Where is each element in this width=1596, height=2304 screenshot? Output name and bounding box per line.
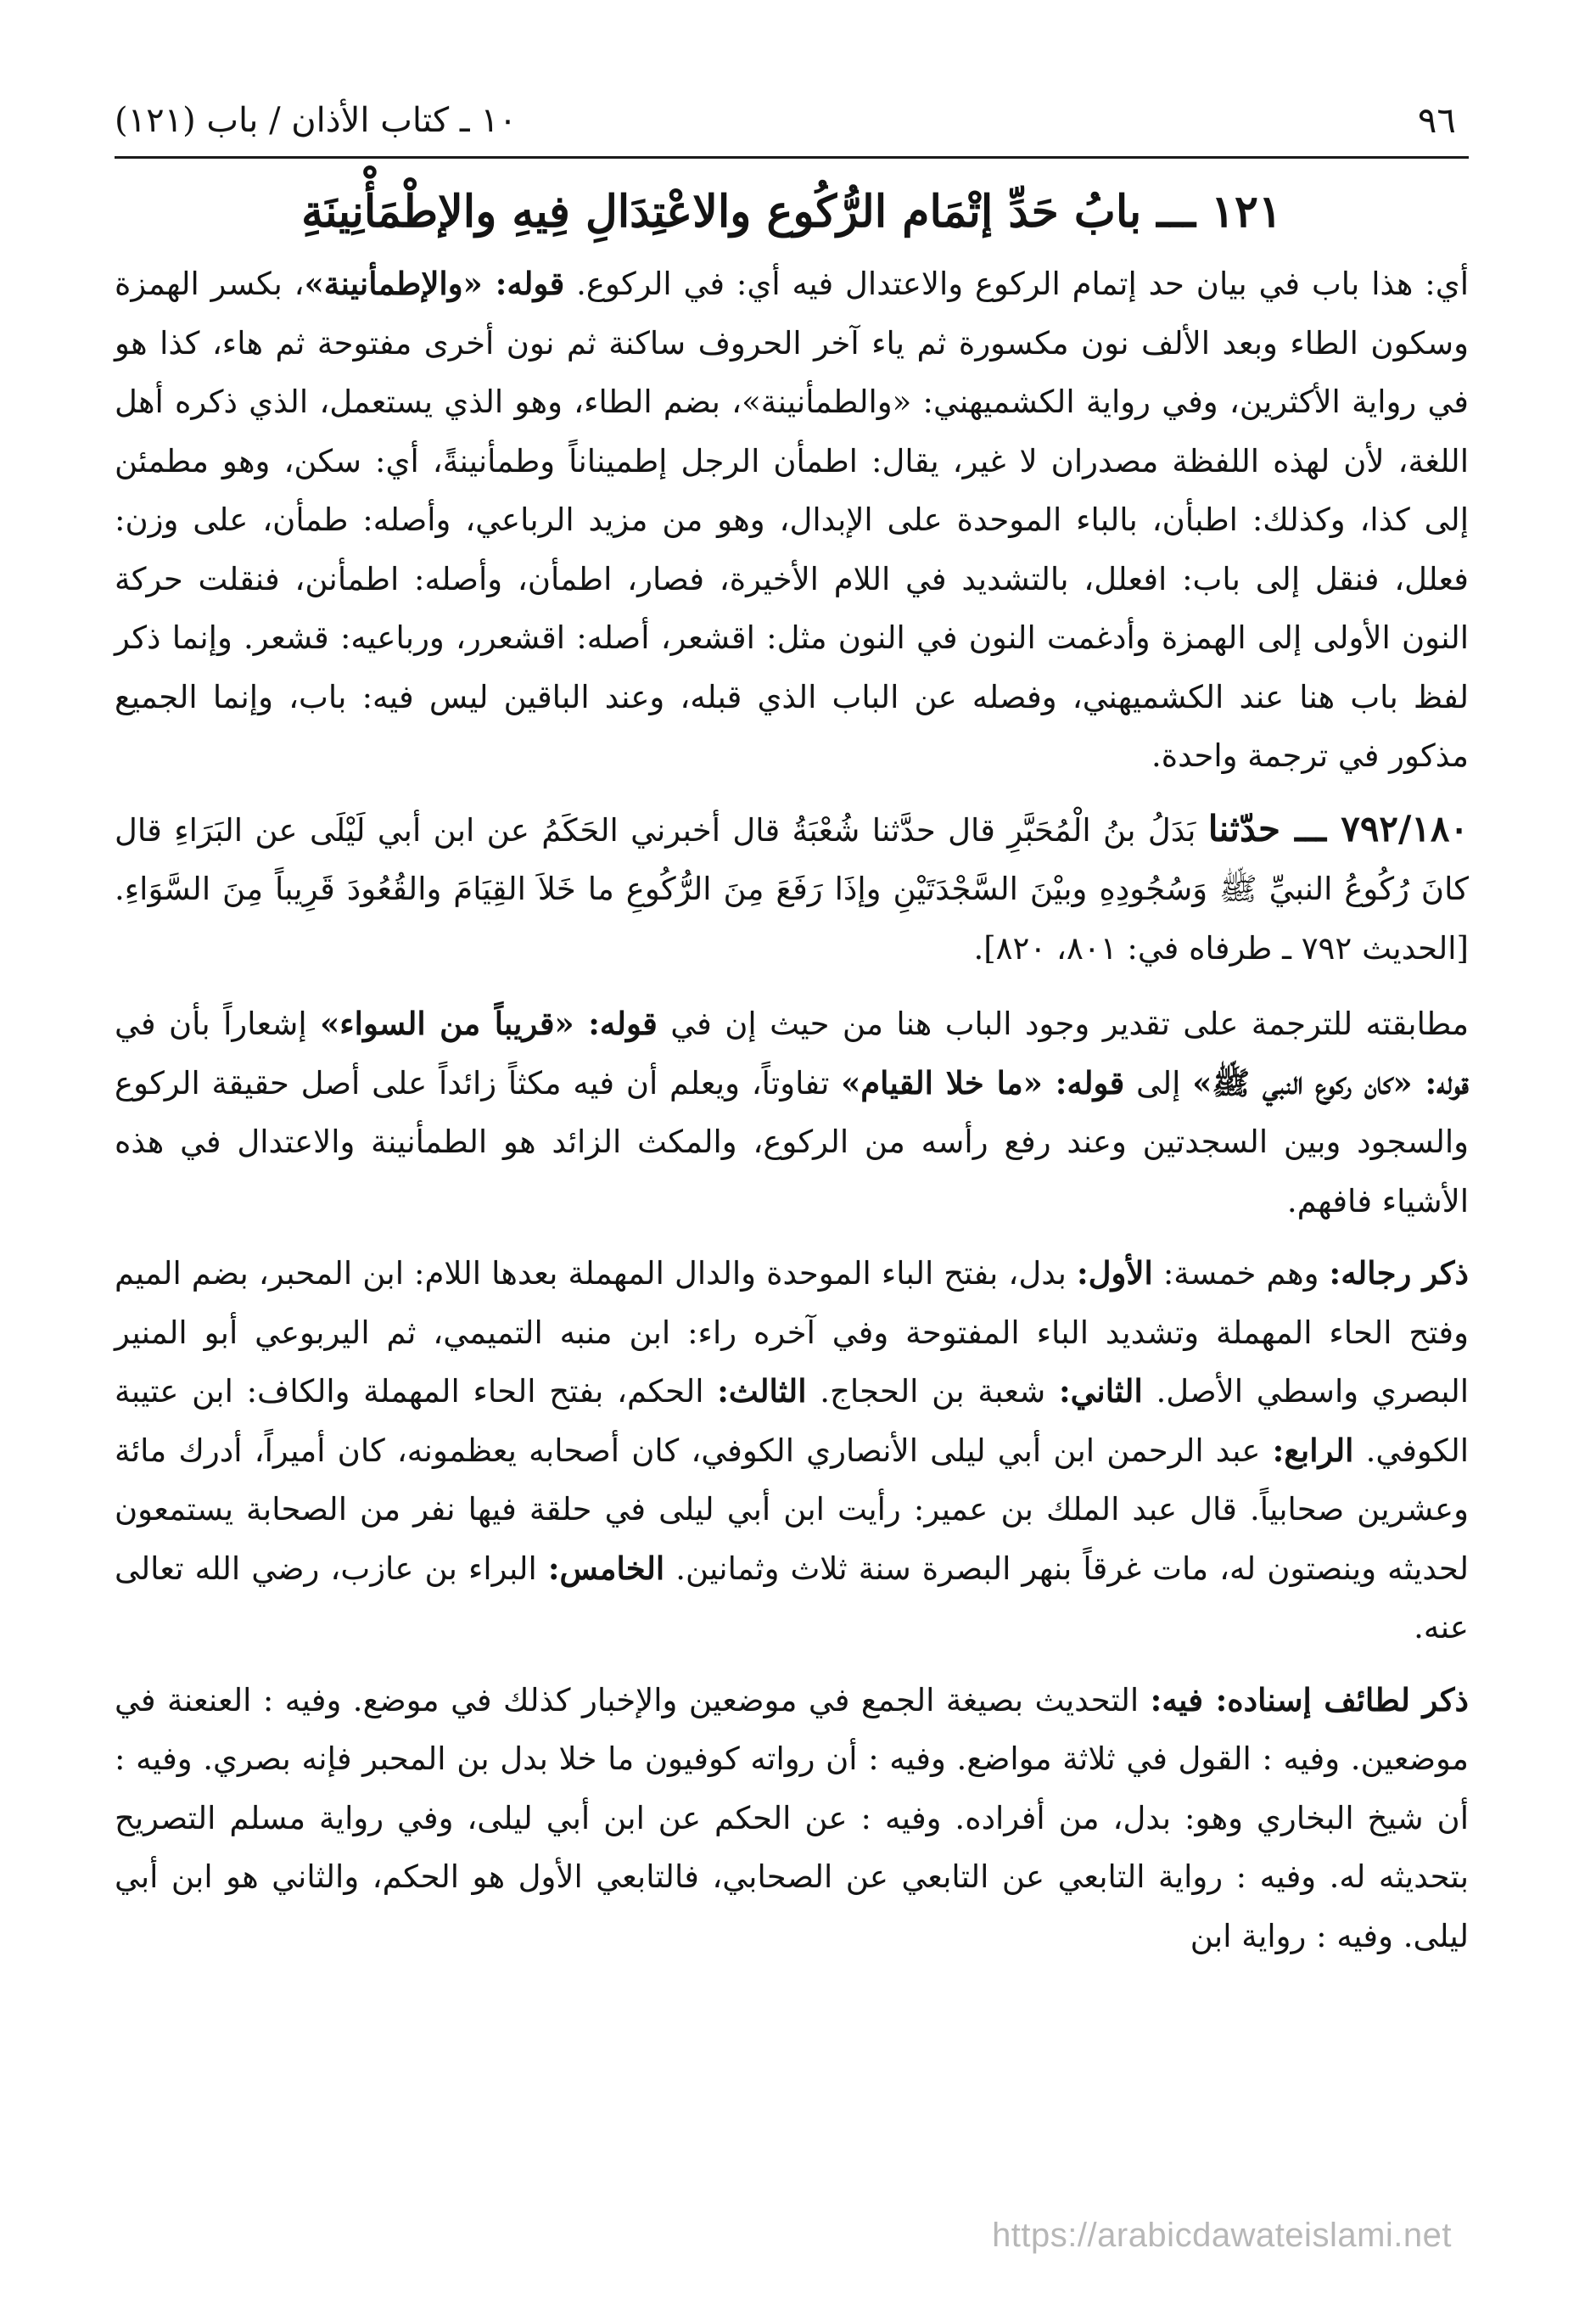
- running-header: [115, 95, 1456, 146]
- keyword-fifth: الخامس:: [547, 1549, 665, 1587]
- keyword-fih: فيه:: [1150, 1680, 1216, 1718]
- keyword-quote: قوله: «قريباً من السواء»: [320, 1005, 658, 1042]
- watermark-url: https://arabicdawateislami.net: [992, 2217, 1452, 2254]
- isnad-paragraph: [115, 1671, 1469, 1966]
- narrators-text: الحكم، بفتح الحاء المهملة والكاف: ابن عتيبة الكوفي.: [115, 1373, 1469, 1469]
- hadith-number: ٧٩٢/١٨٠: [1341, 807, 1469, 849]
- commentary-text: مطابقته للترجمة على تقدير وجود الباب هنا من حيث إن في: [657, 1006, 1470, 1042]
- keyword-quote: قوله: «ما خلا القيام»: [841, 1063, 1125, 1102]
- keyword-third: الثالث:: [717, 1372, 807, 1410]
- keyword-second: الثاني:: [1058, 1372, 1143, 1410]
- commentary-text: إشعاراً بأن في: [115, 1006, 321, 1042]
- hadith-paragraph: [115, 799, 1469, 978]
- section-heading-narrators: ذكر رجاله:: [1329, 1254, 1469, 1292]
- keyword-qawluhu: قوله:: [495, 265, 565, 302]
- hadith-lead-word: ـــ حدّثنا: [1207, 807, 1341, 849]
- commentary-text: إلى: [1124, 1064, 1193, 1102]
- intro-paragraph: [115, 255, 1469, 786]
- quoted-term: «والإطمأنينة»: [304, 265, 496, 302]
- narrators-text: وهم خمسة:: [1152, 1255, 1330, 1292]
- header-rule: [115, 156, 1469, 159]
- narrators-text: البراء بن عازب، رضي الله تعالى عنه.: [115, 1550, 1469, 1645]
- narrators-text: بدل، بفتح الباء الموحدة والدال المهملة بعدها اللام: ابن المحبر، بضم الميم وفتح الحاء المهملة وتشديد الباء المفتوحة وفي آخره راء: ابن منبه التميمي، ثم اليربوعي أبو المنير البصري واسطي الأصل.: [115, 1255, 1469, 1410]
- narrators-text: شعبة بن الحجاج.: [806, 1373, 1059, 1410]
- hadith-text: بَدَلُ بنُ الْمُحَبَّرِ قال حدَّثنا شُعْبَةُ قال أخبرني الحَكَمُ عن ابن أبي لَيْلَى عن البَرَاءِ قال كانَ رُكُوعُ النبيِّ ﷺ وَسُجُودِهِ وبيْنَ السَّجْدَتَيْنِ وإذَا رَفَعَ مِنَ الرُّكُوعِ ما خَلاَ القِيَامَ والقُعُودَ قَرِيباً مِنَ السَّوَاءِ. [الحديث ٧٩٢ ـ طرفاه في: ٨٠١، ٨٢٠].: [115, 811, 1469, 967]
- intro-text-rest: ، بكسر الهمزة وسكون الطاء وبعد الألف نون مكسورة ثم ياء آخر الحروف ساكنة ثم نون أخرى مفتوحة ثم هاء، كذا هو في رواية الأكثرين، وفي رواية الكشميهني: «والطمأنينة»، بضم الطاء، وهو الذي يستعمل، الذي ذكره أهل اللغة، لأن لهذه اللفظة مصدران لا غير، يقال: اطمأن الرجل إطميناناً وطمأنينةً، أي: سكن، وهو مطمئن إلى كذا، وكذلك: اطبأن، بالباء الموحدة على الإبدال، وهو من مزيد الرباعي، وأصله: طمأن، على وزن: فعلل، فنقل إلى باب: افعلل، بالتشديد في اللام الأخيرة، فصار، اطمأن، وأصله: اطمأنن، فنقلت حركة النون الأولى إلى الهمزة وأدغمت النون في النون مثل: اقشعر، أصله: اقشعرر، ورباعيه: قشعر. وإنما ذكر لفظ باب هنا عند الكشميهني، وفصله عن الباب الذي قبله، وعند الباقين ليس فيه: باب، وإنما الجميع مذكور في ترجمة واحدة.: [115, 266, 1469, 774]
- isnad-text: التحديث بصيغة الجمع في موضعين والإخبار كذلك في موضع. وفيه : العنعنة في موضعين. وفيه : القول في ثلاثة مواضع. وفيه : أن رواته كوفيون ما خلا بدل بن المحبر فإنه بصري. وفيه : أن شيخ البخاري وهو: بدل، من أفراده. وفيه : عن الحكم عن ابن أبي ليلى، وفي رواية مسلم التصريح بتحديثه له. وفيه : رواية التابعي عن التابعي عن الصحابي، فالتابعي الأول هو الحكم، والثاني هو ابن أبي ليلى. وفيه : رواية ابن: [115, 1681, 1469, 1954]
- keyword-first: الأول:: [1077, 1254, 1153, 1292]
- commentary-paragraph: [115, 995, 1469, 1230]
- section-heading-isnad: ذكر لطائف إسناده:: [1215, 1680, 1469, 1718]
- body-text: [115, 255, 1469, 1979]
- chapter-title: ١٢١ ـــ بابُ حَدِّ إتْمَام الرُّكُوع والاعْتِدَالِ فِيهِ والإطْمَأْنِينَةِ: [301, 186, 1282, 238]
- narrators-paragraph: [115, 1244, 1469, 1657]
- page-number: ٩٦: [1417, 99, 1456, 141]
- intro-text: أي: هذا باب في بيان حد إتمام الركوع والاعتدال فيه أي: في الركوع.: [564, 266, 1469, 302]
- chapter-reference: ١٠ ـ كتاب الأذان / باب (١٢١): [115, 101, 518, 140]
- narrators-text: عبد الرحمن ابن أبي ليلى الأنصاري الكوفي، كان أصحابه يعظمونه، كان أميراً، أدرك مائة وعشرين صحابياً. قال عبد الملك بن عمير: رأيت ابن أبي ليلى في حلقة فيها نفر من الصحابة يستمعون لحديثه وينصتون له، مات غرقاً بنهر البصرة سنة ثلاث وثمانين.: [115, 1432, 1469, 1587]
- keyword-quote: قوله: «كان ركوع النبي ﷺ»: [1192, 1063, 1469, 1102]
- keyword-fourth: الرابع:: [1272, 1431, 1354, 1469]
- commentary-text: تفاوتاً، ويعلم أن فيه مكثاً زائداً على أصل حقيقة الركوع والسجود وبين السجدتين وعند رفع رأسه من الركوع، والمكث الزائد هو الطمأنينة والاعتدال في هذه الأشياء فافهم.: [115, 1064, 1469, 1219]
